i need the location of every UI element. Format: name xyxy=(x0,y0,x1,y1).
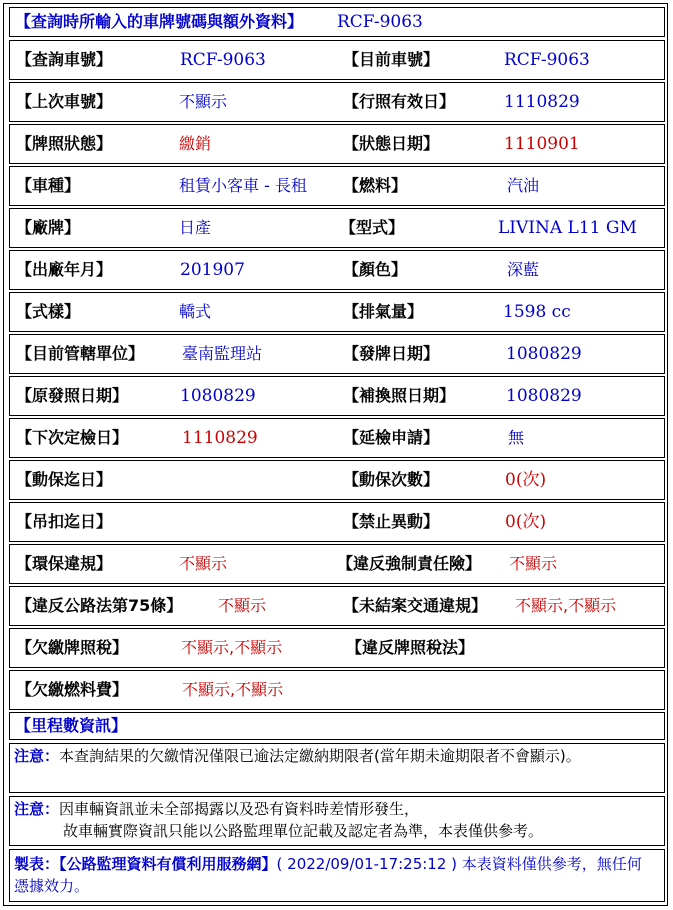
value-issue-date: 1080829 xyxy=(506,344,582,364)
value-inspection-extension: 無 xyxy=(508,428,525,447)
label-jurisdiction: 【目前管轄單位】 xyxy=(16,344,145,363)
note-disclaimer-line1: 因車輛資訊並未全部揭露以及恐有資料時差情形發生， xyxy=(59,800,420,818)
row-body-style xyxy=(9,292,665,332)
row-plate xyxy=(9,40,665,80)
note-overdue-body: 本查詢結果的欠繳情況僅限已逾法定繳納期限者(當年期未逾期限者不會顯示)。 xyxy=(59,747,581,765)
value-replacement-date: 1080829 xyxy=(506,386,582,406)
label-color: 【顏色】 xyxy=(343,260,408,279)
query-header-plate: RCF-9063 xyxy=(337,12,423,32)
label-chattel-count: 【動保次數】 xyxy=(343,470,440,489)
row-manufacture-date xyxy=(9,250,665,290)
label-environmental-violation: 【環保違規】 xyxy=(16,554,113,573)
label-transfer-prohibited: 【禁止異動】 xyxy=(343,512,440,531)
label-previous-plate: 【上次車號】 xyxy=(16,92,113,111)
row-previous-plate xyxy=(9,82,665,122)
note-disclaimer-label: 注意： xyxy=(14,800,60,818)
value-vehicle-type: 租賃小客車 - 長租 xyxy=(179,176,307,195)
footer-body: ( 2022/09/01-17:25:12 ) 本表資料僅供參考，無任何憑據效力。 xyxy=(14,855,642,895)
label-manufacture-date: 【出廠年月】 xyxy=(16,260,113,279)
label-traffic-violation: 【未結案交通違規】 xyxy=(343,596,488,615)
row-brand xyxy=(9,208,665,248)
label-body-style: 【式樣】 xyxy=(16,302,81,321)
value-color: 深藍 xyxy=(507,260,540,279)
label-highway-act-violation: 【違反公路法第75條】 xyxy=(16,596,183,615)
value-manufacture-date: 201907 xyxy=(180,260,245,280)
label-fuel: 【燃料】 xyxy=(343,176,408,195)
note-overdue-text xyxy=(14,745,656,767)
label-next-inspection: 【下次定檢日】 xyxy=(16,428,129,447)
value-body-style: 轎式 xyxy=(179,302,212,321)
note-disclaimer-line2: 故車輛實際資訊只能以公路監理單位記載及認定者為準，本表僅供參考。 xyxy=(63,822,544,840)
label-status-date: 【狀態日期】 xyxy=(343,134,440,153)
label-issue-date: 【發牌日期】 xyxy=(343,344,440,363)
note-overdue-label: 注意： xyxy=(14,747,60,765)
value-displacement: 1598 cc xyxy=(503,302,571,322)
footer-row xyxy=(9,849,665,902)
label-displacement: 【排氣量】 xyxy=(343,302,424,321)
query-header-title: 【查詢時所輸入的車牌號碼與額外資料】 xyxy=(15,12,304,31)
label-suspension-end-date: 【吊扣迄日】 xyxy=(16,512,113,531)
note-overdue xyxy=(9,743,665,793)
value-unpaid-fuel-fee: 不顯示,不顯示 xyxy=(182,680,284,699)
label-license-expiry: 【行照有效日】 xyxy=(343,92,456,111)
mileage-row xyxy=(9,712,665,740)
value-original-license-date: 1080829 xyxy=(180,386,256,406)
query-header-row xyxy=(9,7,665,37)
note-disclaimer-text xyxy=(14,798,656,842)
label-current-plate: 【目前車號】 xyxy=(343,50,440,69)
row-plate-status xyxy=(9,124,665,164)
label-inspection-extension: 【延檢申請】 xyxy=(343,428,440,447)
row-vehicle-type xyxy=(9,166,665,206)
footer-text xyxy=(14,853,656,897)
label-chattel-end-date: 【動保迄日】 xyxy=(16,470,113,489)
value-previous-plate: 不顯示 xyxy=(179,92,228,111)
label-query-plate: 【查詢車號】 xyxy=(16,50,113,69)
value-jurisdiction: 臺南監理站 xyxy=(182,344,263,363)
row-suspension xyxy=(9,502,665,542)
value-plate-status: 繳銷 xyxy=(179,134,212,153)
value-traffic-violation: 不顯示,不顯示 xyxy=(515,596,617,615)
row-next-inspection xyxy=(9,418,665,458)
label-license-tax-violation: 【違反牌照稅法】 xyxy=(346,638,475,657)
value-brand: 日產 xyxy=(179,218,212,237)
label-original-license-date: 【原發照日期】 xyxy=(16,386,129,405)
label-unpaid-license-tax: 【欠繳牌照稅】 xyxy=(16,638,129,657)
note-disclaimer xyxy=(9,796,665,846)
label-unpaid-fuel-fee: 【欠繳燃料費】 xyxy=(16,680,129,699)
row-jurisdiction xyxy=(9,334,665,374)
value-status-date: 1110901 xyxy=(504,134,580,154)
value-highway-act-violation: 不顯示 xyxy=(218,596,267,615)
label-plate-status: 【牌照狀態】 xyxy=(16,134,113,153)
label-model: 【型式】 xyxy=(340,218,405,237)
value-next-inspection: 1110829 xyxy=(182,428,258,448)
label-brand: 【廠牌】 xyxy=(16,218,81,237)
row-environmental xyxy=(9,544,665,584)
row-chattel-mortgage xyxy=(9,460,665,500)
value-environmental-violation: 不顯示 xyxy=(179,554,228,573)
value-query-plate: RCF-9063 xyxy=(180,50,266,70)
footer-label: 製表： xyxy=(14,855,60,873)
label-replacement-date: 【補換照日期】 xyxy=(343,386,456,405)
footer-source-link[interactable]: 【公路監理資料有償利用服務網】 xyxy=(59,855,277,873)
row-original-license-date xyxy=(9,376,665,416)
value-transfer-prohibited: 0(次) xyxy=(505,512,547,532)
label-vehicle-type: 【車種】 xyxy=(16,176,81,195)
value-current-plate: RCF-9063 xyxy=(504,50,590,70)
row-highway-act xyxy=(9,586,665,626)
value-unpaid-license-tax: 不顯示,不顯示 xyxy=(181,638,283,657)
value-fuel: 汽油 xyxy=(507,176,540,195)
value-model: LIVINA L11 GM xyxy=(498,218,637,238)
mileage-label: 【里程數資訊】 xyxy=(15,716,128,735)
value-insurance-violation: 不顯示 xyxy=(509,554,558,573)
value-chattel-count: 0(次) xyxy=(505,470,547,490)
label-insurance-violation: 【違反強制責任險】 xyxy=(337,554,482,573)
row-fuel-fee xyxy=(9,670,665,710)
row-license-tax xyxy=(9,628,665,668)
value-license-expiry: 1110829 xyxy=(504,92,580,112)
